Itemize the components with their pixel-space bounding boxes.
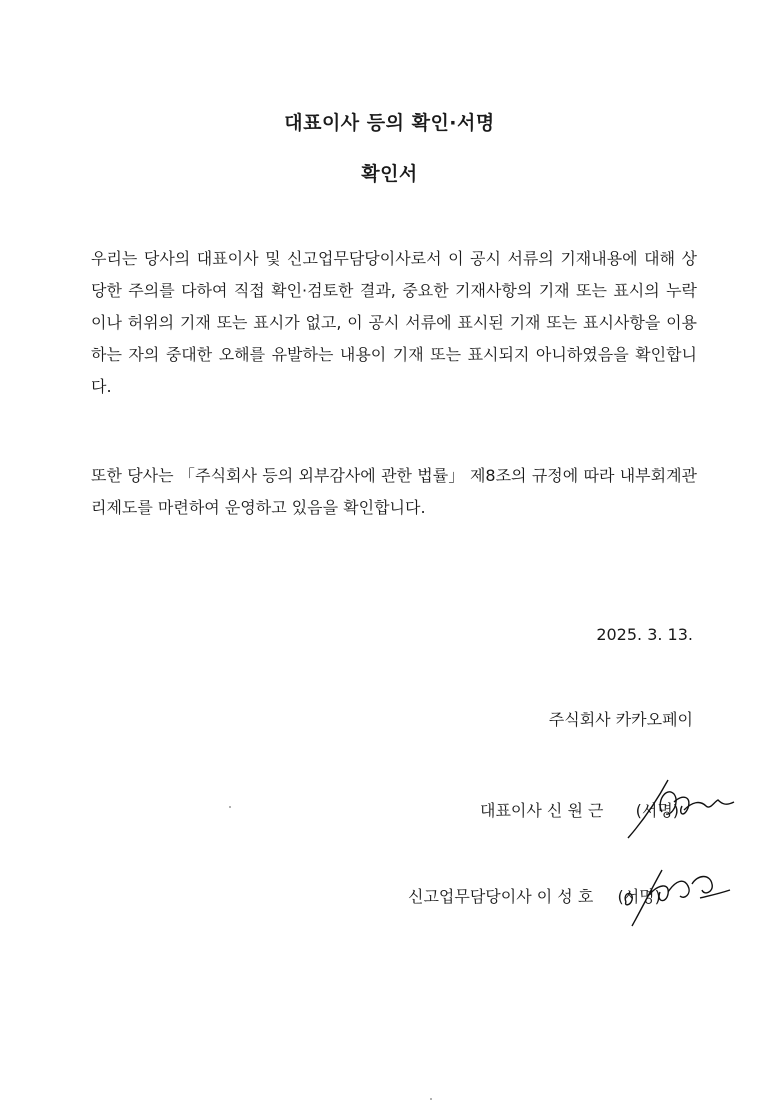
ceo-name: 대표이사 신 원 근	[480, 801, 604, 820]
company-name: 주식회사 카카오페이	[548, 710, 693, 729]
internal-control-paragraph: 또한 당사는 「주식회사 등의 외부감사에 관한 법률」 제8조의 규정에 따라 내부회계관리제도를 마련하여 운영하고 있음을 확인합니다.	[91, 466, 697, 517]
document-subtitle: 확인서	[361, 163, 418, 185]
document-date: 2025. 3. 13.	[596, 625, 693, 644]
scan-speck	[430, 1098, 432, 1100]
cfo-seal-label: (서명)	[617, 887, 661, 906]
document-title: 대표이사 등의 확인·서명	[284, 112, 495, 134]
cfo-name: 신고업무담당이사 이 성 호	[408, 887, 594, 906]
cfo-handwritten-signature	[618, 862, 738, 932]
confirmation-paragraph: 우리는 당사의 대표이사 및 신고업무담당이사로서 이 공시 서류의 기재내용에 대해 상당한 주의를 다하여 직접 확인·검토한 결과, 중요한 기재사항의 기재 또는 표시의 누락이나 허위의 기재 또는 표시가 없고, 이 공시 서류에 표시된 기재 또는 표시사항을 이용하는 자의 중대한 오해를 유발하는 내용이 기재 또는 표시되지 아니하였음을 확인합니다.	[91, 249, 697, 396]
ceo-handwritten-signature	[622, 772, 742, 842]
scan-speck	[229, 806, 231, 808]
ceo-seal-label: (서명)	[635, 801, 680, 820]
